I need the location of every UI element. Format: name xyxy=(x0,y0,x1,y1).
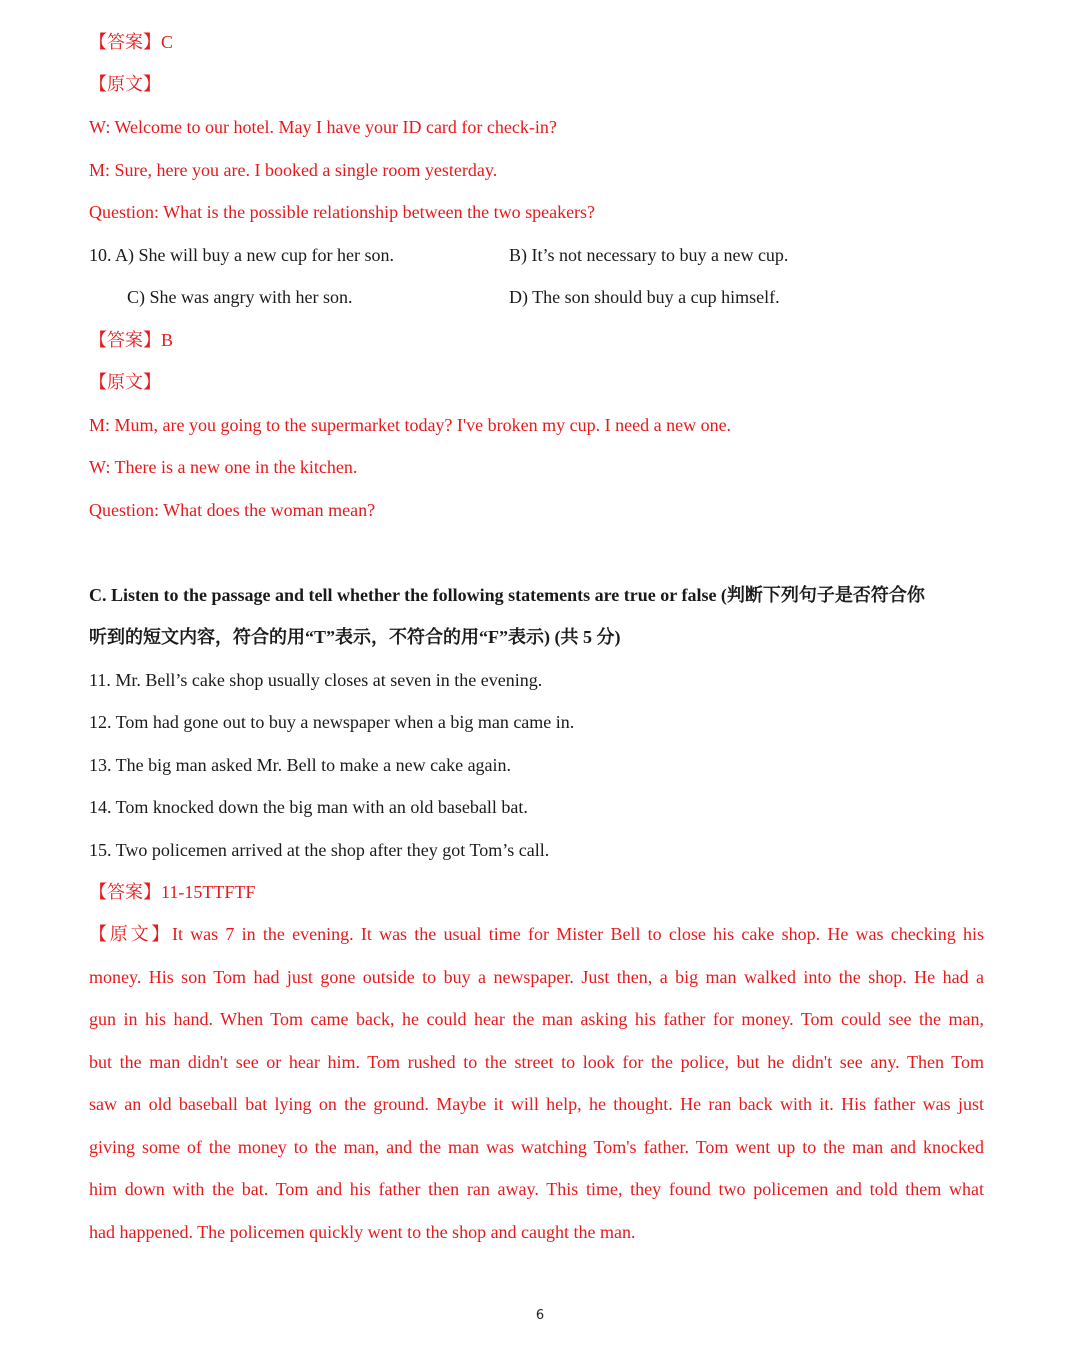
q10-transcript-line: W: There is a new one in the kitchen. xyxy=(89,457,358,477)
passage-line: saw an old baseball bat lying on the ground. Maybe it will help, he thought. He ran back with it. His father was just xyxy=(89,1094,984,1114)
q10-answer xyxy=(89,328,173,352)
passage-line: but the man didn't see or hear him. Tom rushed to the street to look for the police, but he didn't see any. Then Tom xyxy=(89,1052,984,1072)
q9-transcript-line: M: Sure, here you are. I booked a single room yesterday. xyxy=(89,160,498,180)
passage-line: had happened. The policemen quickly went to the shop and caught the man. xyxy=(89,1222,636,1242)
answer-label: 【答案】 xyxy=(89,330,161,350)
section-c-answer xyxy=(89,880,255,904)
answer-label: 【答案】 xyxy=(89,32,161,52)
answer-value: 11-15TTFTF xyxy=(161,882,256,902)
q10-option-c: C) She was angry with her son. xyxy=(127,287,353,307)
q10-source-label: 【原文】 xyxy=(89,372,161,392)
passage-line: him down with the bat. Tom and his father then ran away. This time, they found two policemen and told them what xyxy=(89,1179,984,1199)
q9-question-line: Question: What is the possible relationship between the two speakers? xyxy=(89,202,596,222)
passage-text: It was 7 in the evening. It was the usual time for Mister Bell to close his cake shop. He was checking his xyxy=(171,924,985,944)
passage-line xyxy=(89,922,984,946)
q10-transcript-line: M: Mum, are you going to the supermarket today? I've broken my cup. I need a new one. xyxy=(89,415,732,435)
q9-answer xyxy=(89,30,173,54)
section-c-heading: C. Listen to the passage and tell whether the following statements are true or false (判断下列句子是否符合你 xyxy=(89,585,925,605)
statement-13: 13. The big man asked Mr. Bell to make a new cake again. xyxy=(89,755,512,775)
statement-11: 11. Mr. Bell’s cake shop usually closes at seven in the evening. xyxy=(89,670,543,690)
q9-transcript-line: W: Welcome to our hotel. May I have your ID card for check-in? xyxy=(89,117,557,137)
statement-15: 15. Two policemen arrived at the shop after they got Tom’s call. xyxy=(89,840,550,860)
statement-12: 12. Tom had gone out to buy a newspaper when a big man came in. xyxy=(89,712,575,732)
answer-value: B xyxy=(161,330,174,350)
q9-source-label: 【原文】 xyxy=(89,74,161,94)
passage-line: money. His son Tom had just gone outside to buy a newspaper. Just then, a big man walked into the shop. He had a xyxy=(89,967,984,987)
answer-value: C xyxy=(161,32,174,52)
statement-14: 14. Tom knocked down the big man with an old baseball bat. xyxy=(89,797,528,817)
q10-option-a: 10. A) She will buy a new cup for her son. xyxy=(89,245,394,265)
section-c-heading-cont: 听到的短文内容，符合的用“T”表示，不符合的用“F”表示) (共 5 分) xyxy=(89,627,621,647)
passage-line: gun in his hand. When Tom came back, he could hear the man asking his father for money. Tom could see the man, xyxy=(89,1009,984,1029)
q10-question-line: Question: What does the woman mean? xyxy=(89,500,376,520)
page-number: 6 xyxy=(535,1308,545,1323)
answer-label: 【答案】 xyxy=(89,882,161,902)
passage-line: giving some of the money to the man, and the man was watching Tom's father. Tom went up to the man and knocked xyxy=(89,1137,984,1157)
q10-option-d: D) The son should buy a cup himself. xyxy=(509,287,780,307)
q10-option-b: B) It’s not necessary to buy a new cup. xyxy=(509,245,789,265)
source-label: 【原文】 xyxy=(89,924,172,944)
